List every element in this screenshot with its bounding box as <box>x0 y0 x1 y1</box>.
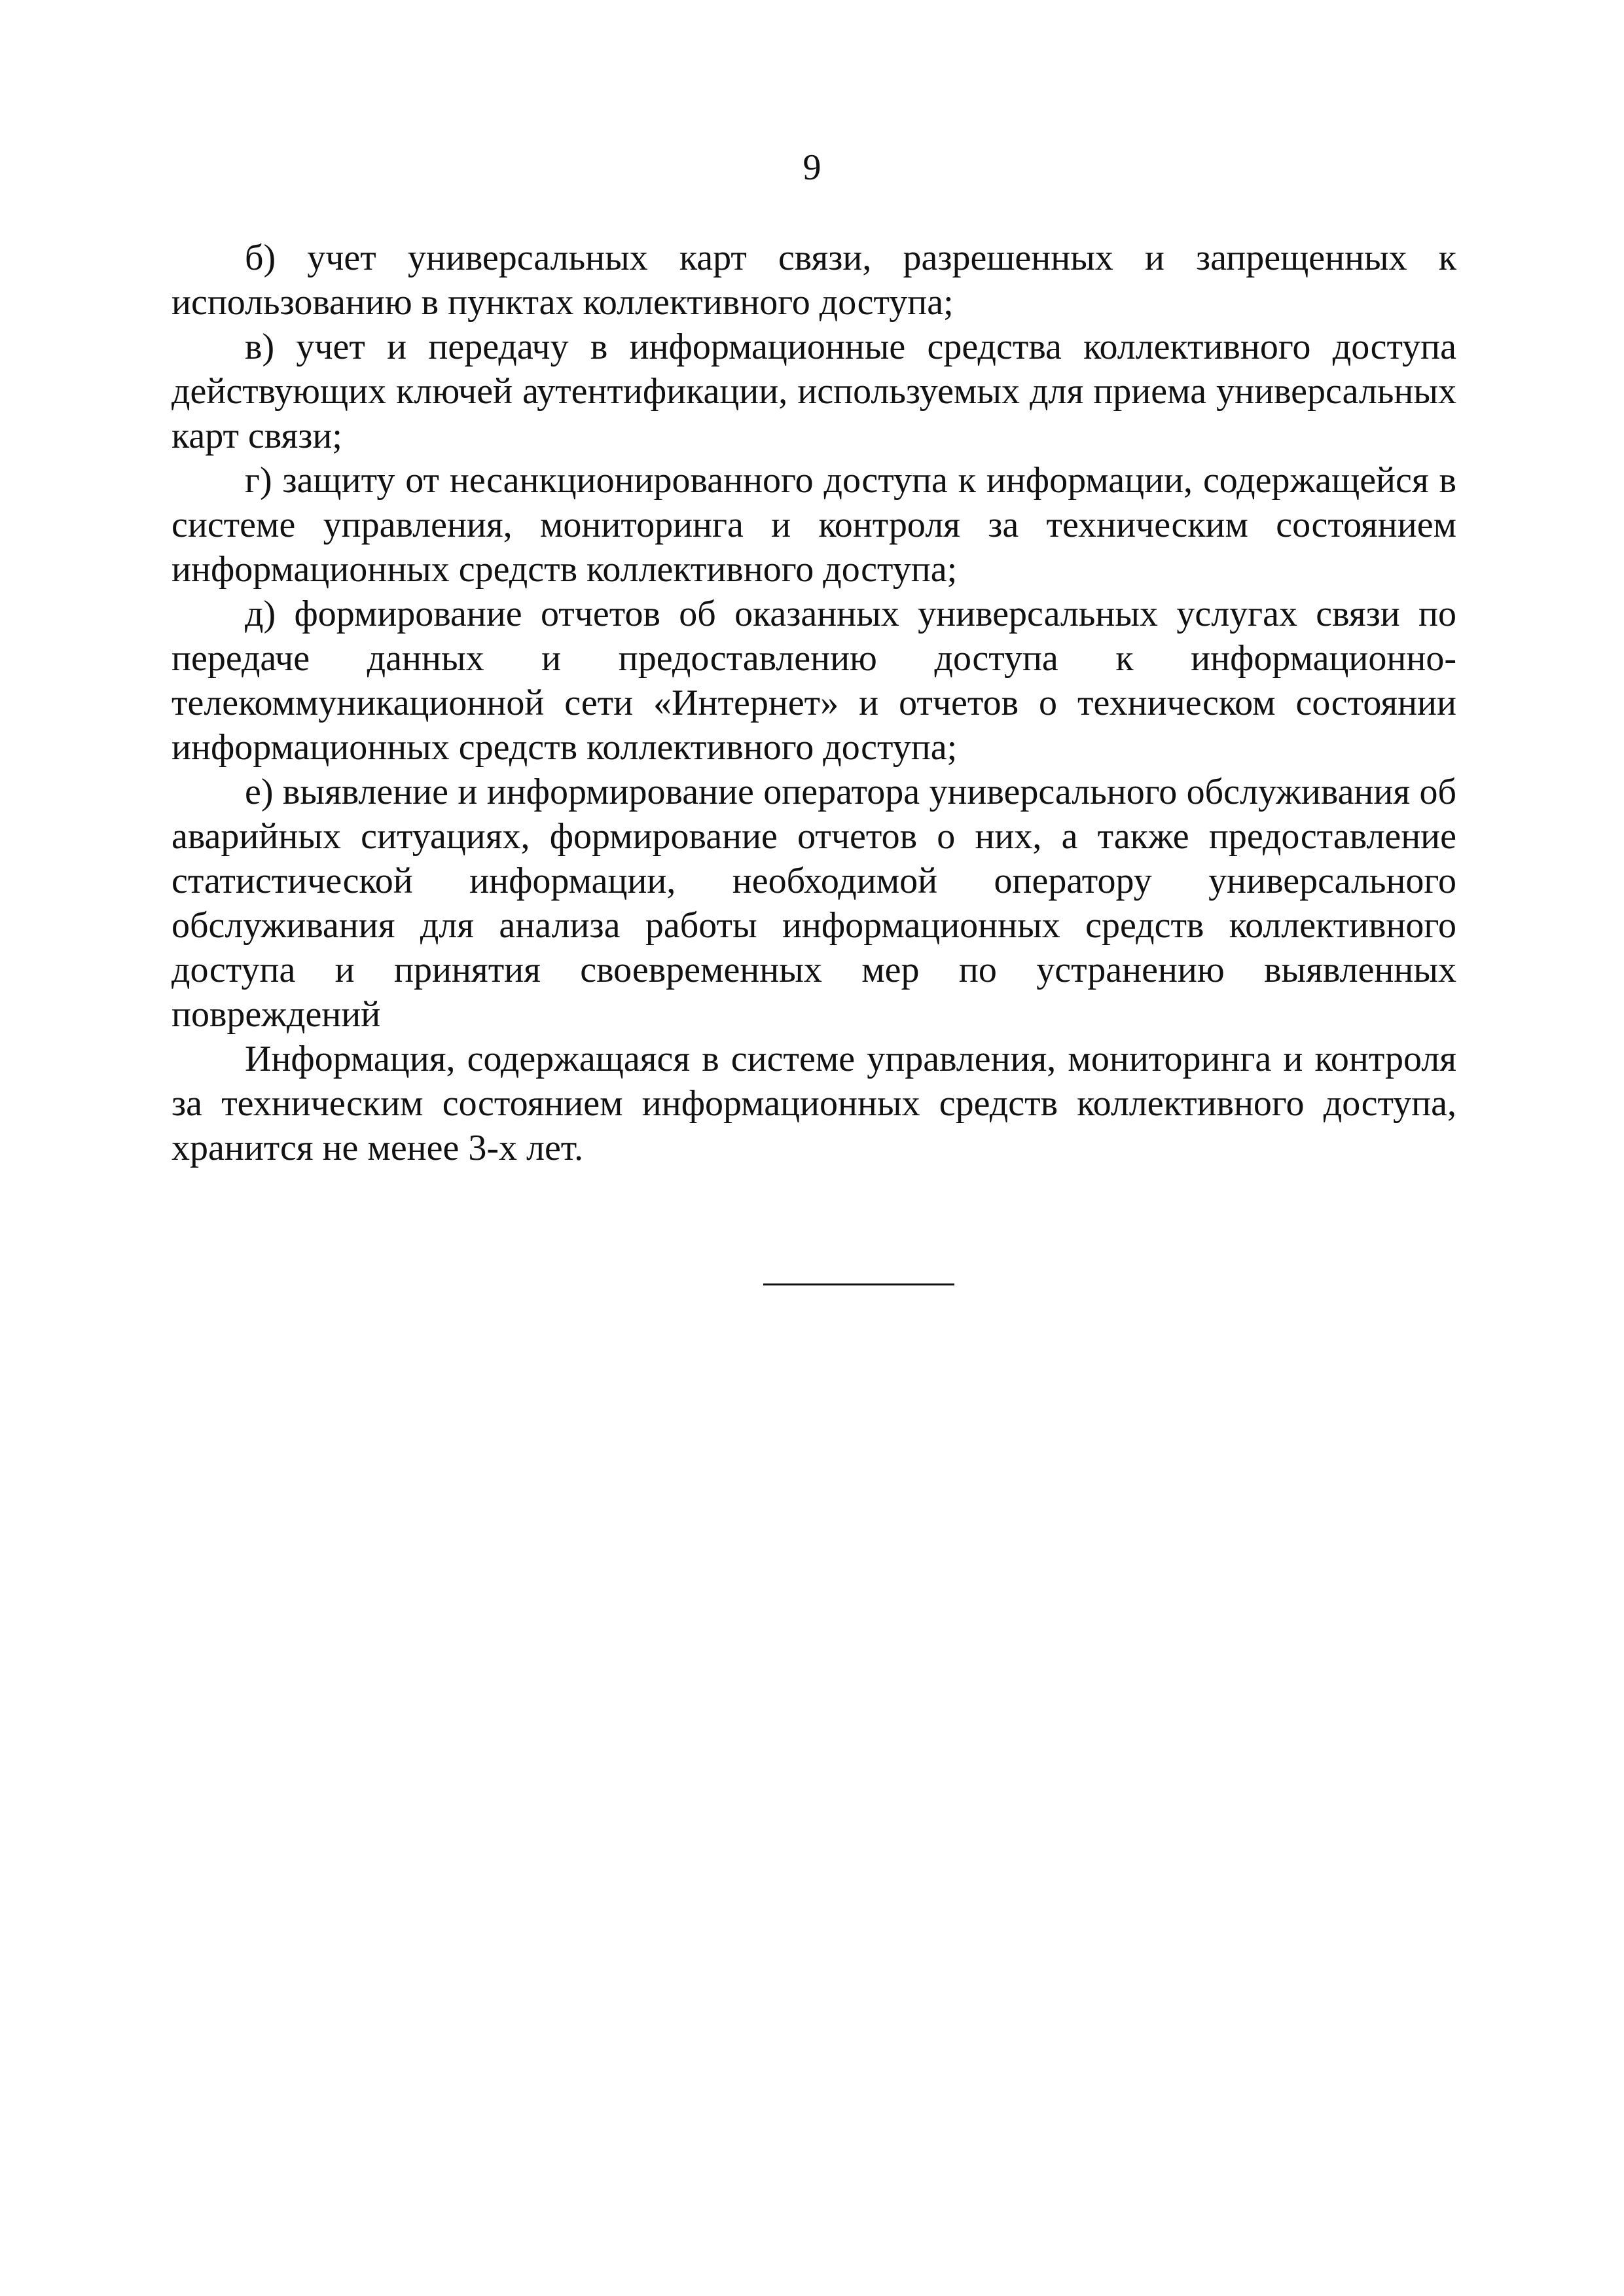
document-body <box>171 236 1456 1170</box>
paragraph-item-v: в) учет и передачу в информационные средства коллективного доступа действующих ключей аутентификации, используемых для приема универсальных карт связи; <box>171 327 1456 456</box>
paragraph-item-e: е) выявление и информирование оператора универсального обслуживания об аварийных ситуациях, формирование отчетов о них, а также предоставление статистической информации, необходимой оператору универсального обслуживания для анализа работы информационных средств коллективного доступа и принятия своевременных мер по устранению выявленных повреждений <box>171 772 1456 1035</box>
page-number: 9 <box>803 147 821 188</box>
paragraph-item-d: д) формирование отчетов об оказанных универсальных услугах связи по передаче данных и предоставлению доступа к информационно-телекоммуникационной сети «Интернет» и отчетов о техническом состоянии информационных средств коллективного доступа; <box>171 594 1456 768</box>
paragraph-storage-period: Информация, содержащаяся в системе управления, мониторинга и контроля за техническим состоянием информационных средств коллективного доступа, хранится не менее 3-х лет. <box>171 1039 1456 1168</box>
closing-divider-line <box>763 1283 954 1285</box>
paragraph-item-g: г) защиту от несанкционированного доступа к информации, содержащейся в системе управления, мониторинга и контроля за техническим состоянием информационных средств коллективного доступа; <box>171 460 1456 590</box>
paragraph-item-b: б) учет универсальных карт связи, разрешенных и запрещенных к использованию в пунктах коллективного доступа; <box>171 238 1456 323</box>
